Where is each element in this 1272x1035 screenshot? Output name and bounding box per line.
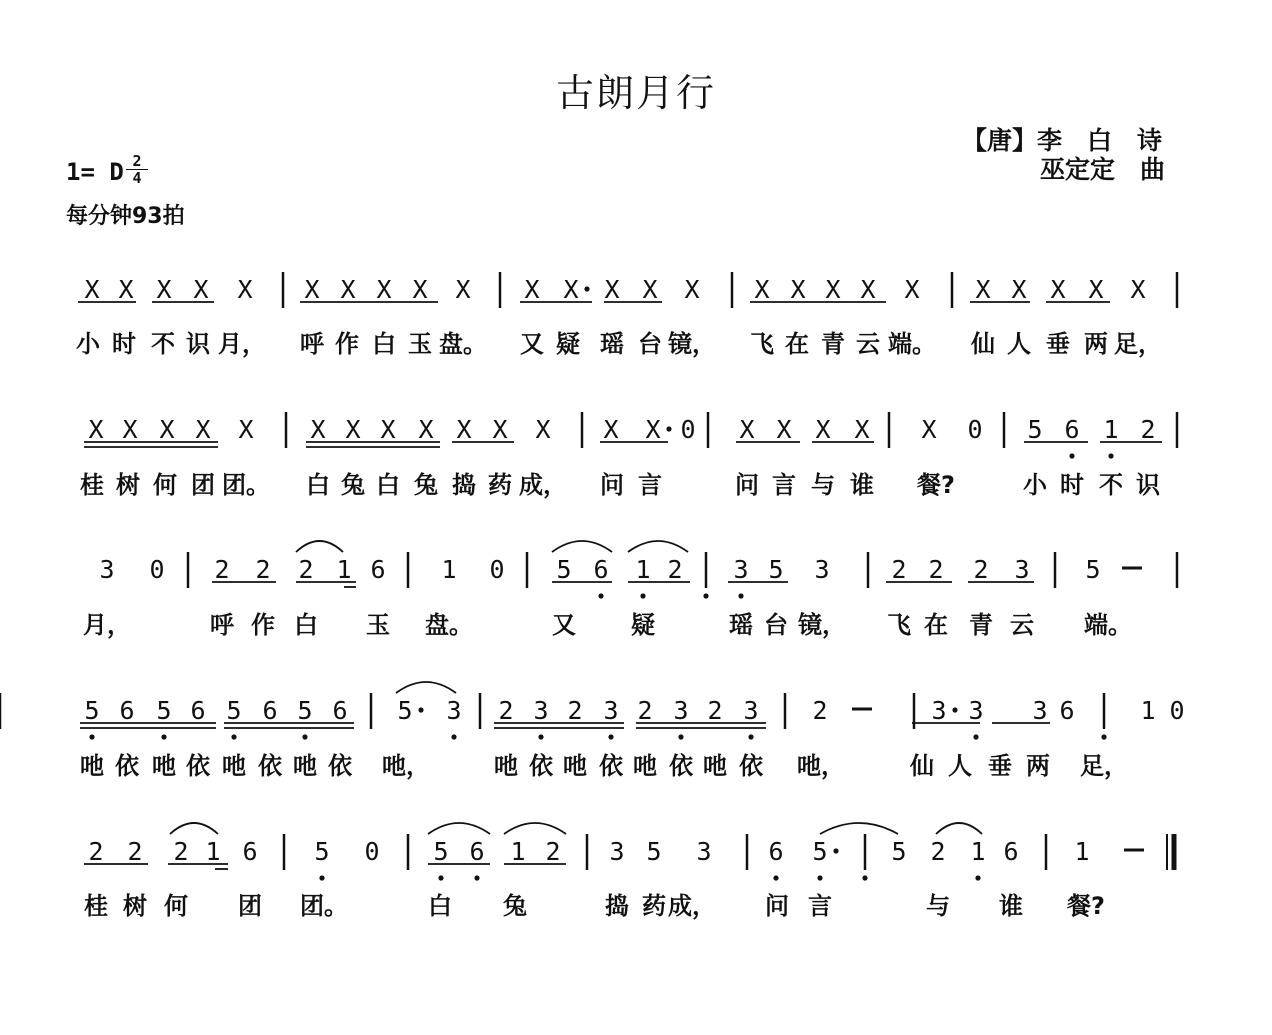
note: 6 xyxy=(1064,415,1080,444)
note: 1 xyxy=(441,555,457,584)
lyric-char: 何 xyxy=(164,892,188,920)
lyric-char: 足， xyxy=(1114,330,1162,358)
note: X xyxy=(492,415,508,444)
lyric-char: 识 xyxy=(186,330,210,358)
note: X xyxy=(310,415,326,444)
octave-dot-below xyxy=(438,875,443,880)
note: 2 xyxy=(812,696,828,725)
lyric-char: 吔 xyxy=(494,752,518,780)
lyric-char: 瑶 xyxy=(600,330,624,358)
lyric-char: 端。 xyxy=(888,330,936,358)
lyric-char: 捣 xyxy=(605,892,629,920)
note: X xyxy=(854,415,870,444)
note: X xyxy=(790,275,806,304)
note: X xyxy=(563,275,579,304)
lyric-char: 人 xyxy=(1007,330,1031,358)
lyric-char: 足， xyxy=(1080,752,1128,780)
note: 3 xyxy=(446,696,462,725)
lyric-char: 在 xyxy=(924,611,948,639)
note: X xyxy=(237,275,253,304)
lyric-char: 团。 xyxy=(300,892,348,920)
lyric-char: 问 xyxy=(765,892,789,920)
note: X xyxy=(418,415,434,444)
octave-dot-below xyxy=(1108,453,1113,458)
lyric-char: 月， xyxy=(83,611,131,639)
note: 0 xyxy=(364,837,380,866)
octave-dot-below xyxy=(161,734,166,739)
note: 3 xyxy=(733,555,749,584)
octave-dot-below xyxy=(862,875,867,880)
lyric-char: 树 xyxy=(116,471,140,499)
note: 3 xyxy=(1032,696,1048,725)
note: X xyxy=(380,415,396,444)
lyric-char: 与 xyxy=(926,892,950,920)
lyric-char: 言 xyxy=(808,892,832,920)
note: 3 xyxy=(968,696,984,725)
octave-dot-below xyxy=(703,593,708,598)
octave-dot-below xyxy=(640,593,645,598)
note: 2 xyxy=(173,837,189,866)
lyric-char: 端。 xyxy=(1084,611,1132,639)
note: 0 xyxy=(149,555,165,584)
slur xyxy=(936,823,982,834)
note: 5 xyxy=(314,837,330,866)
note: X xyxy=(739,415,755,444)
note: 3 xyxy=(603,696,619,725)
lyric-char: 餐? xyxy=(1067,892,1105,920)
augmentation-dot xyxy=(584,286,589,291)
lyric-char: 青 xyxy=(969,611,993,639)
lyric-char: 台 xyxy=(764,611,788,639)
lyric-char: 依 xyxy=(529,752,553,780)
note: 2 xyxy=(1140,415,1156,444)
note: X xyxy=(754,275,770,304)
note: X xyxy=(412,275,428,304)
note: 3 xyxy=(931,696,947,725)
lyric-char: 兔 xyxy=(414,471,438,499)
lyric-char: 依 xyxy=(115,752,139,780)
note: 2 xyxy=(88,837,104,866)
lyric-char: 瑶 xyxy=(729,611,753,639)
note: 6 xyxy=(242,837,258,866)
note: 2 xyxy=(298,555,314,584)
note: 6 xyxy=(469,837,485,866)
lyric-char: 药 xyxy=(642,892,666,920)
lyricist-credit: 【唐】李 白 诗 xyxy=(962,126,1163,155)
note: 5 xyxy=(397,696,413,725)
lyric-char: 吔 xyxy=(293,752,317,780)
note: 1 xyxy=(1074,837,1090,866)
note: 2 xyxy=(973,555,989,584)
note: X xyxy=(193,275,209,304)
lyric-char: 吔 xyxy=(80,752,104,780)
lyric-char: 成， xyxy=(668,892,716,920)
tempo-marking: 每分钟93拍 xyxy=(66,204,185,229)
note: X xyxy=(304,275,320,304)
note: X xyxy=(1088,275,1104,304)
note: X xyxy=(345,415,361,444)
note: X xyxy=(340,275,356,304)
note: 5 xyxy=(768,555,784,584)
lyric-char: 问 xyxy=(735,471,759,499)
note: X xyxy=(524,275,540,304)
lyric-char: 作 xyxy=(335,330,359,358)
note: X xyxy=(1130,275,1146,304)
slur xyxy=(170,823,218,834)
slur xyxy=(628,541,688,552)
lyric-char: 时 xyxy=(1060,471,1084,499)
note: 3 xyxy=(1014,555,1030,584)
note: 1 xyxy=(1140,696,1156,725)
lyric-char: 药 xyxy=(488,471,512,499)
note: X xyxy=(825,275,841,304)
augmentation-dot xyxy=(952,707,957,712)
lyric-char: 树 xyxy=(123,892,147,920)
note: 2 xyxy=(928,555,944,584)
note: X xyxy=(1050,275,1066,304)
note: 2 xyxy=(667,555,683,584)
note: 5 xyxy=(226,696,242,725)
octave-dot-below xyxy=(538,734,543,739)
note: X xyxy=(921,415,937,444)
lyric-char: 呼 xyxy=(300,330,324,358)
lyric-char: 识 xyxy=(1136,471,1160,499)
note: 6 xyxy=(119,696,135,725)
time-signature-top: 2 xyxy=(126,153,148,170)
note: 2 xyxy=(214,555,230,584)
note: 1 xyxy=(635,555,651,584)
augmentation-dot xyxy=(418,707,423,712)
octave-dot-below xyxy=(451,734,456,739)
lyric-char: 桂 xyxy=(84,892,108,920)
lyric-char: 小 xyxy=(1023,471,1047,499)
octave-dot-below xyxy=(748,734,753,739)
lyric-char: 作 xyxy=(251,611,275,639)
note: 3 xyxy=(673,696,689,725)
lyric-char: 言 xyxy=(772,471,796,499)
lyric-char: 言 xyxy=(638,471,662,499)
note: 5 xyxy=(1085,555,1101,584)
lyric-char: 疑 xyxy=(556,330,580,358)
octave-dot-below xyxy=(975,875,980,880)
note: 5 xyxy=(646,837,662,866)
lyric-char: 云 xyxy=(1010,611,1034,639)
lyric-char: 时 xyxy=(112,330,136,358)
note: 6 xyxy=(332,696,348,725)
lyric-char: 仙 xyxy=(971,330,995,358)
note: X xyxy=(455,275,471,304)
lyric-char: 何 xyxy=(153,471,177,499)
augmentation-dot xyxy=(833,848,838,853)
note: X xyxy=(456,415,472,444)
octave-dot-below xyxy=(598,593,603,598)
note: X xyxy=(904,275,920,304)
slur xyxy=(552,541,612,552)
lyric-char: 吔 xyxy=(152,752,176,780)
lyric-char: 问 xyxy=(600,471,624,499)
note: 1 xyxy=(336,555,352,584)
note: 2 xyxy=(637,696,653,725)
lyric-char: 白 xyxy=(294,611,318,639)
composer-credit: 巫定定 曲 xyxy=(1040,155,1166,184)
note: X xyxy=(84,275,100,304)
lyric-char: 吔 xyxy=(703,752,727,780)
lyric-char: 青 xyxy=(821,330,845,358)
lyric-char: 飞 xyxy=(887,611,911,639)
lyric-char: 吔 xyxy=(563,752,587,780)
lyric-char: 垂 xyxy=(1046,330,1070,358)
octave-dot-below xyxy=(678,734,683,739)
lyric-char: 云 xyxy=(856,330,880,358)
lyric-char: 盘。 xyxy=(439,330,487,358)
note: X xyxy=(88,415,104,444)
note: 5 xyxy=(297,696,313,725)
note: 1 xyxy=(1103,415,1119,444)
lyric-char: 人 xyxy=(948,752,972,780)
note: 2 xyxy=(707,696,723,725)
slur xyxy=(396,682,456,693)
note: 3 xyxy=(533,696,549,725)
note: X xyxy=(860,275,876,304)
note: 0 xyxy=(967,415,983,444)
note: X xyxy=(238,415,254,444)
lyric-char: 镜， xyxy=(668,330,716,358)
note: 2 xyxy=(567,696,583,725)
octave-dot-below xyxy=(231,734,236,739)
note: 5 xyxy=(556,555,572,584)
octave-dot-below xyxy=(1101,734,1106,739)
note: 2 xyxy=(498,696,514,725)
octave-dot-below xyxy=(474,875,479,880)
note: 0 xyxy=(1169,696,1185,725)
lyric-char: 不 xyxy=(151,330,175,358)
note: 6 xyxy=(1003,837,1019,866)
lyric-char: 白 xyxy=(376,471,400,499)
lyric-char: 吔， xyxy=(382,752,430,780)
lyric-char: 飞 xyxy=(750,330,774,358)
octave-dot-below xyxy=(608,734,613,739)
note: X xyxy=(815,415,831,444)
note: X xyxy=(776,415,792,444)
note: 5 xyxy=(1027,415,1043,444)
lyric-char: 依 xyxy=(669,752,693,780)
lyric-char: 依 xyxy=(739,752,763,780)
lyric-char: 白 xyxy=(428,892,452,920)
lyric-char: 又 xyxy=(520,330,544,358)
lyric-char: 依 xyxy=(328,752,352,780)
note: 2 xyxy=(255,555,271,584)
octave-dot-below xyxy=(89,734,94,739)
note: 5 xyxy=(812,837,828,866)
note: 1 xyxy=(510,837,526,866)
note: X xyxy=(122,415,138,444)
lyric-char: 团。 xyxy=(222,471,270,499)
lyric-char: 兔 xyxy=(503,892,527,920)
lyric-char: 团 xyxy=(191,471,215,499)
note: X xyxy=(975,275,991,304)
note: X xyxy=(645,415,661,444)
octave-dot-below xyxy=(817,875,822,880)
lyric-char: 玉 xyxy=(408,330,432,358)
lyric-char: 不 xyxy=(1099,471,1123,499)
key-signature: 1= D xyxy=(66,158,124,186)
note: X xyxy=(195,415,211,444)
lyric-char: 盘。 xyxy=(425,611,473,639)
note: 6 xyxy=(262,696,278,725)
slur xyxy=(820,823,898,834)
note: 6 xyxy=(370,555,386,584)
note: 0 xyxy=(680,415,696,444)
note: 5 xyxy=(891,837,907,866)
lyric-char: 与 xyxy=(811,471,835,499)
note: 1 xyxy=(970,837,986,866)
note: 3 xyxy=(814,555,830,584)
note: 5 xyxy=(84,696,100,725)
note: 6 xyxy=(1059,696,1075,725)
slur xyxy=(428,823,490,834)
note: 3 xyxy=(743,696,759,725)
octave-dot-below xyxy=(738,593,743,598)
lyric-char: 吔， xyxy=(797,752,845,780)
note: 2 xyxy=(545,837,561,866)
lyric-char: 又 xyxy=(552,611,576,639)
note: X xyxy=(1011,275,1027,304)
lyric-char: 月， xyxy=(218,330,266,358)
note: 6 xyxy=(593,555,609,584)
lyric-char: 捣 xyxy=(452,471,476,499)
lyric-char: 桂 xyxy=(80,471,104,499)
lyric-char: 依 xyxy=(599,752,623,780)
note: 5 xyxy=(156,696,172,725)
lyric-char: 吔 xyxy=(633,752,657,780)
lyric-char: 白 xyxy=(372,330,396,358)
note: 2 xyxy=(127,837,143,866)
lyric-char: 成， xyxy=(519,471,567,499)
octave-dot-below xyxy=(773,875,778,880)
note: X xyxy=(604,275,620,304)
note: X xyxy=(156,275,172,304)
lyric-char: 两 xyxy=(1084,330,1108,358)
lyric-char: 谁 xyxy=(999,892,1023,920)
slur xyxy=(504,823,566,834)
lyric-char: 镜， xyxy=(798,611,846,639)
octave-dot-below xyxy=(1069,453,1074,458)
note: X xyxy=(603,415,619,444)
lyric-char: 依 xyxy=(186,752,210,780)
lyric-char: 餐? xyxy=(917,471,955,499)
augmentation-dot xyxy=(666,426,671,431)
note: 5 xyxy=(433,837,449,866)
song-title: 古朗月行 xyxy=(555,71,716,115)
lyric-char: 在 xyxy=(785,330,809,358)
note: 2 xyxy=(930,837,946,866)
note: 6 xyxy=(190,696,206,725)
lyric-char: 玉 xyxy=(366,611,390,639)
lyric-char: 呼 xyxy=(210,611,234,639)
octave-dot-below xyxy=(973,734,978,739)
lyric-char: 吔 xyxy=(222,752,246,780)
note: X xyxy=(642,275,658,304)
note: X xyxy=(118,275,134,304)
note: 2 xyxy=(891,555,907,584)
lyric-char: 仙 xyxy=(910,752,934,780)
lyric-char: 两 xyxy=(1026,752,1050,780)
note: 3 xyxy=(609,837,625,866)
octave-dot-below xyxy=(302,734,307,739)
note: 6 xyxy=(768,837,784,866)
lyric-char: 依 xyxy=(258,752,282,780)
note: X xyxy=(535,415,551,444)
lyric-char: 垂 xyxy=(988,752,1012,780)
lyric-char: 团 xyxy=(238,892,262,920)
note: X xyxy=(376,275,392,304)
note: X xyxy=(159,415,175,444)
note: X xyxy=(684,275,700,304)
slur xyxy=(296,541,343,552)
lyric-char: 谁 xyxy=(850,471,874,499)
lyric-char: 小 xyxy=(76,330,100,358)
note: 3 xyxy=(99,555,115,584)
time-signature-bottom: 4 xyxy=(132,169,142,187)
note: 0 xyxy=(489,555,505,584)
octave-dot-below xyxy=(319,875,324,880)
note: 1 xyxy=(205,837,221,866)
note: 3 xyxy=(696,837,712,866)
lyric-char: 疑 xyxy=(631,611,655,639)
lyric-char: 兔 xyxy=(341,471,365,499)
lyric-char: 台 xyxy=(638,330,662,358)
lyric-char: 白 xyxy=(306,471,330,499)
